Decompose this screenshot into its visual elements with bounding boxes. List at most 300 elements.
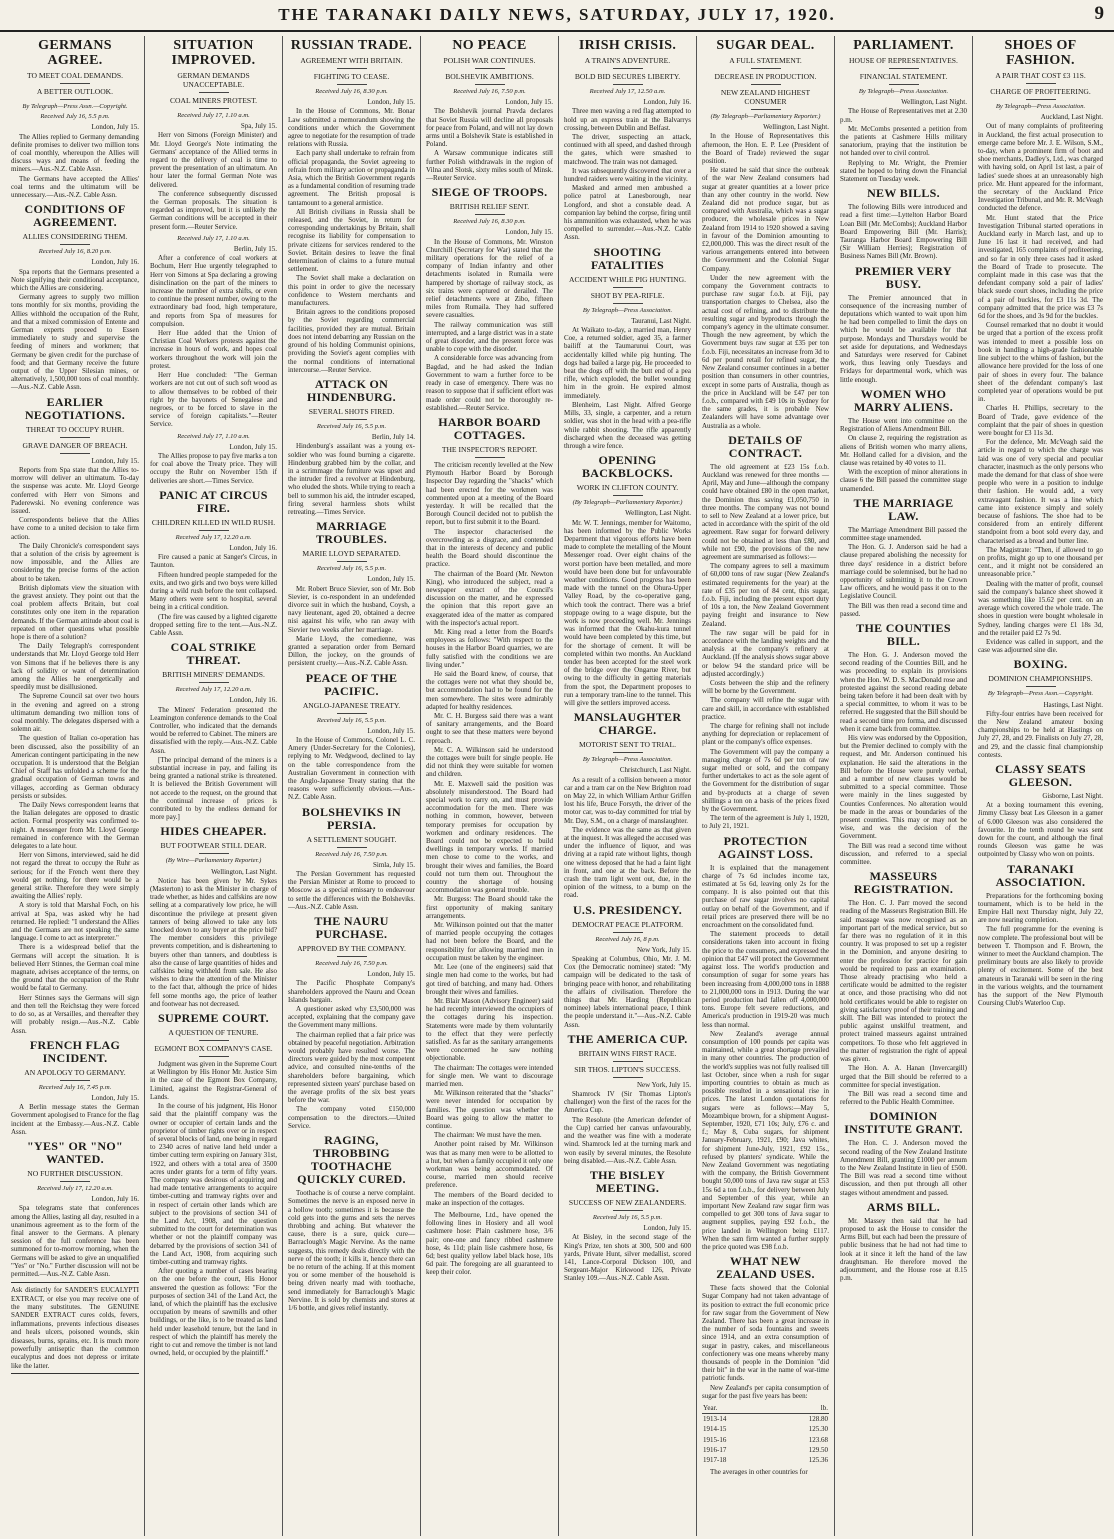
- article-paragraph: The chairman replied that a fair price was obtained by peaceful negotiation. Arbitration would probably have resulted worse. The directors were guided by the most competent advice, and consulted nine-tenths of the shareholders before bargaining, which represented sixteen years' purchase based on the average profits of the six best years before the war.: [288, 1030, 415, 1105]
- article: [426, 416, 553, 1207]
- article-paragraph: Mr. Blair Mason (Advisory Engineer) said he had recently interviewed the occupiers of the cottages during his inspection. Statements were made by them voluntarily to the effect that they were perfectly satisfied. As far as the sanitary arrangements were concerned he saw nothing objectionable.: [426, 996, 553, 1063]
- article-paragraph: Marie Lloyd, the comedienne, was granted a separation order from Bernard Dillon, the jockey, on the grounds of persistent cruelty.—Aus.-N.Z. Cable Assn.: [288, 634, 415, 668]
- article-paragraph: After a conference of coal workers at Bochum, Herr Hue urgently telegraphed to Herr von Simons at Spa declaring a growing disinclination on the part of the miners to increase the number of extra shifts, or even to continue the present number, owing to the extraordinary bad food, high temperature, and reports from Spa of measures for compulsion.: [150, 254, 277, 328]
- received-time: Received July 17, 12.20 a.m.: [175, 533, 252, 541]
- received-time: Received July 16, 5.5 p.m.: [316, 716, 387, 724]
- article-headline: SUPREME COURT.: [158, 1011, 269, 1026]
- article-subhead: A QUESTION OF TENURE.: [150, 1028, 277, 1041]
- article-footer: The averages in other countries for: [710, 1468, 808, 1477]
- dateline: London, July 16.: [229, 543, 277, 552]
- article-paragraph: The Marriage Amendment Bill passed the committee stage unamended.: [840, 525, 967, 542]
- article-subhead: BOLSHEVIK AMBITIONS.: [426, 72, 553, 85]
- article-paragraph: In the House of Commons, Colonel L. C. Amery (Under-Secretary for the Colonies), replying to Mr. Wedgwood, declined to lay on the table correspondence from the Australian Government in connection with the Anglo-Japanese Treaty stating that the reasons were sufficiently obvious.—Aus.-N.Z. Cable Assn.: [288, 735, 415, 802]
- dateline: Hastings, Last Night.: [1043, 700, 1103, 709]
- article-paragraph: Dealing with the matter of profit, counsel said the company's balance sheet showed it was something like 15.62 per cent. on an average which covered the whole trade. The shoes in question were bought wholesale in Sydney, landing charges were £1 18s 3d, and the retailer paid £2 7s 9d.: [978, 579, 1103, 637]
- article-paragraph: The chairman of the Board (Mr. Newton King), who introduced the subject, read a newspaper extract of the Council's discussion on the matter, and he expressed the opinion that this report gave an exaggerated idea of the matter as compared with the inspector's actual report.: [426, 569, 553, 627]
- article-paragraph: Britain agrees to the conditions proposed by the Soviet regarding commercial facilities, provided they are mutual. Britain does not intend debarring any Russian on the ground of his holding Communist opinions, providing the Soviet's agent complies with the normal conditions of international intercourse.—Reuter Service.: [288, 308, 415, 374]
- article-headline: MANSLAUGHTER CHARGE.: [573, 710, 682, 738]
- article-paragraph: Judgment was given in the Supreme Court at Wellington by His Honor Mr. Justice Sim in the case of the Egmont Box Company, Limited, against the Registrar-General of Lands.: [150, 1060, 277, 1101]
- article-paragraph: Herr Hue concluded: "The German workers are not cut out of such soft wood as to allow themselves to be robbed of their right by the bayonets of Senegalese and negroes, or to be forced to slave in the service of foreign capitalists."—Reuter Service.: [150, 371, 277, 429]
- article: [978, 38, 1103, 654]
- article-paragraph: Hindenburg's assailant was a young ex-soldier who was found burning a cigarette. Hindenburg grabbed him by the collar, and in a scrimmage the furniture was upset and the intruder fired a revolver at Hindenburg, who eluded the shots. While trying to reach a bell to summon his aid, the intruder escaped, firing several harmless shots whilst retreating.—Times Service.: [288, 442, 415, 516]
- article-paragraph: Counsel remarked that no doubt it would be urged that a portion of the excess profit was intended to meet a possible loss on book in handling a high-grade fashionable line subject to the whims of fashion, but the allowance here provided for the loss of one pair of shoes in every four. The balance sheet of the defendant company's last completed year of operations would be put in.: [978, 321, 1103, 404]
- article-headline: ARMS BILL.: [866, 1199, 940, 1214]
- article-headline: GERMANS AGREE.: [38, 38, 112, 68]
- article: [150, 235, 277, 429]
- article-headline: PARLIAMENT.: [853, 38, 954, 53]
- article: [150, 825, 277, 1008]
- table-header: Year.: [702, 1403, 771, 1414]
- article: [564, 1169, 691, 1283]
- received-time: Received July 16, 5.5 p.m.: [316, 422, 387, 430]
- table-row: [702, 1455, 829, 1465]
- article-paragraph: The Bill was read a second time and referred to the Public Health Committee.: [840, 1089, 967, 1107]
- article-headline: SITUATION IMPROVED.: [171, 38, 256, 68]
- table-cell: 123.68: [808, 1435, 828, 1444]
- article-paragraph: [The principal demand of the miners is a substantial increase in pay, and failing its being granted a national strike is threatened. It is believed the British Government will not accede to the request, on the ground that the continual increase of prices is contributed to by the endless demand for more pay.]: [150, 755, 277, 822]
- column-5: [558, 36, 696, 1536]
- article: [11, 38, 139, 199]
- article: [288, 672, 415, 802]
- received-time: Received July 16, 8 p.m.: [595, 935, 660, 943]
- article-paragraph: Reports from Spa state that the Allies to-morrow will deliver an ultimatum. To-day the suspense was acute. Mr. Lloyd George conferred with Herr von Simons and Paderewski. No evening conference was issued.: [11, 465, 139, 515]
- article: [702, 38, 829, 430]
- article: [840, 870, 967, 1106]
- dateline: Tauranui, Last Night.: [631, 316, 691, 325]
- column-4: [420, 36, 558, 1536]
- article-headline: U.S. PRESIDENCY.: [572, 902, 683, 917]
- article-headline: IRISH CRISIS.: [578, 38, 677, 53]
- article-paragraph: The statement proceeds to detail considerations taken into account in fixing the price to the consumers, and expressed the opinion that £47 will protect the Government against loss. The world's production and consumption of sugar for some years has been increasing from 4,000,000 tons in 1888 to 21,000,000 tons in 1913. During the war period production had fallen off 4,000,000 tons. Europe felt severe reductions, and America's production in 1919-20 was much less than normal.: [702, 930, 829, 1029]
- article: [564, 246, 691, 450]
- article-headline: TARANAKI ASSOCIATION.: [995, 861, 1086, 889]
- article-paragraph: Mr. Robert Bruce Sievier, son of Mr. Bob Sievier, is co-respondent in an undefended divorce suit in which the husband, Coysh, a navy lieutenant, aged 20, obtained a decree nisi against his wife, who ran away with Sievier two weeks after her marriage.: [288, 584, 415, 634]
- dateline: Simla, July 15.: [372, 860, 415, 869]
- article-paragraph: The Daily Telegraph's correspondent understands that Mr. Lloyd George told Herr von Simons that if he believes there is any lack of solidity or want of determination among the Allies he energetically and speedily must be disillusioned.: [11, 642, 139, 692]
- article-paragraph: In the House of Commons, Mr. Winston Churchill (Secretary for War) stated that the military operations for the relief of a company of Indian infantry and other detachments isolated in Rumaila were hampered by shortage of railway stock, as six trains were captured or derailed. The relief detachments were at Zibo, fifteen miles from Rumaila. They had suffered severe casualties.: [426, 237, 553, 320]
- article-paragraph: After quoting a number of cases bearing on the one before the court, His Honor answered the question as follows: "For the purposes of section 341 of the Land Act, the land, of which the plaintiff has the exclusive occupation by means of sawmills and other buildings, or the like, is to be treated as land held under leasehold tenure, but the land in respect of which the plaintiff has merely the right to cut and remove the timber is not land owned, held, or occupied by the plaintiff.": [150, 1267, 277, 1358]
- received-time: Received July 17, 12.50 a.m.: [589, 88, 666, 95]
- article-subhead: BRITISH RELIEF SENT.: [426, 202, 553, 215]
- article-paragraph: Fifty-four entries have been received for the New Zealand amateur boxing championships to be held at Hastings on July 27, 28, and 29. Finalists on July 27, 28, and 29, and the classic final championship contests.: [978, 709, 1103, 759]
- article-byline: (By Wire—Parliamentary Reporter.): [165, 857, 262, 865]
- article-paragraph: A Warsaw communique indicates still further Polish withdrawals in the region of Vilna and Slotsk, sixty miles south of Minsk.—Reuter Service.: [426, 149, 553, 183]
- masthead-title: THE TARANAKI DAILY NEWS, SATURDAY, JULY 17, 1920.: [278, 5, 836, 24]
- article-headline: DOMINION INSTITUTE GRANT.: [844, 1109, 963, 1137]
- article-paragraph: The Melbourne, Ltd., have opened the following lines in Hosiery and all wool cashmere hose: Plain cashmere hose, 3/6 pair; one-one and fancy ribbed cashmere hose, 4s 11d; plain lisle cashmere hose, 6s 6d; best quality yellow label black hose, 10s 6d pair. The foregoing are all guaranteed to keep their color.: [426, 1210, 553, 1277]
- article-paragraph: The Persian Government has requested the Persian Minister at Rome to proceed to Moscow as a special emissary to endeavour to settle the differences with the Bolsheviks.—Aus.-N.Z. Cable Assn.: [288, 870, 415, 911]
- dateline: Auckland, Last Night.: [1040, 113, 1103, 122]
- table-row: [702, 1424, 829, 1434]
- article-paragraph: Each party shall undertake to refrain from official propaganda, the Soviet agreeing to refrain from military action or propaganda in Asia, which the British Government regards as a fundamental condition of resuming trade agreement. The British proposal is tantamount to a general armistice.: [288, 149, 415, 207]
- article-headline: RAGING, THROBBING TOOTHACHE QUICKLY CURED.: [297, 1133, 406, 1187]
- table-row: [702, 1414, 829, 1425]
- consumption-table: [702, 1403, 829, 1465]
- article-subhead: CHILDREN KILLED IN WILD RUSH.: [150, 518, 277, 531]
- article-headline: NO PEACE: [452, 38, 527, 53]
- article-paragraph: The Allies replied to Germany demanding definite promises to deliver two million tons of coal monthly, whereupon the Allies will discuss ways and means of feeding the miners.—Aus.-N.Z. Cable Assn.: [11, 132, 139, 174]
- column-1: [6, 36, 144, 1536]
- article-paragraph: It was subsequently discovered that over a hundred raiders were waiting in the vicinity.: [564, 166, 691, 184]
- received-time: Received July 16, 8.30 p.m.: [315, 88, 388, 95]
- column-2: [144, 36, 282, 1536]
- article: [150, 433, 277, 485]
- article-paragraph: The charge for refining shall not include anything for depreciation or replacement of plant or the company's office expenses.: [702, 722, 829, 747]
- article-paragraph: Mr. McCombs presented a petition from the patients at Cashmere Hills military sanatorium, praying that the institution be not handed over to civil control.: [840, 124, 967, 158]
- article-paragraph: The term of the agreement is July 1, 1920, to July 21, 1921.: [702, 814, 829, 831]
- article-subhead: THREAT TO OCCUPY RUHR.: [11, 425, 139, 438]
- article-paragraph: The Hon. G. J. Anderson said he had a clause prepared abolishing the necessity for three days' residence in a district before marriage could be solemnised, but he had no opportunity of submitting it to the Crown Law officers, and he would pass it on to the Legislative Council.: [840, 543, 967, 601]
- dateline: London, July 15.: [91, 123, 139, 132]
- article-paragraph: Speaking at Columbus, Ohio, Mr. J. M. Cox (the Democratic nominee) stated: "My campaign will be dedicated to the task of bringing peace with honor, and rehabilitating the affairs of civilisation. Therefore the things that Mr. Harding (Republican nominee) labels international peace, I think the people understand it."—Aus.-N.Z. Cable Assn.: [564, 955, 691, 1029]
- article-headline: WHAT NEW ZEALAND USES.: [716, 1254, 815, 1282]
- article-paragraph: Blenheim, Last Night. Alfred George Mills, 33, single, a carpenter, and a return soldier, was shot in the head with a pea-rifle while rabbit shooting. The rifle apparently discharged when the deceased was getting through a wire fence.: [564, 400, 691, 450]
- article: [840, 38, 967, 183]
- dateline: London, July 16.: [91, 1195, 139, 1204]
- dateline: London, July 15.: [367, 970, 415, 979]
- article-subhead: THE INSPECTOR'S REPORT.: [426, 445, 553, 458]
- article: [288, 915, 415, 1130]
- article-paragraph: The company voted £150,000 compensation to the directors.—United Service.: [288, 1105, 415, 1130]
- article-paragraph: The Germans have accepted the Allies' coal terms and the ultimatum will be unnecessary.—Aus.-N.Z. Cable Assn.: [11, 174, 139, 200]
- article-paragraph: All British civilians in Russia shall be released, and the Soviet, in return for corresponding undertakings by Britain, shall recognise its liability for compensation to private citizens for services rendered to the Soviet. Britain desires to leave the final determination of claims to a future mutual settlement.: [288, 207, 415, 274]
- received-time: Received July 17, 12.20 a.m.: [175, 686, 252, 694]
- article-subhead: GERMAN DEMANDS UNACCEPTABLE.: [150, 71, 277, 93]
- article-subhead: ACCIDENT WHILE PIG HUNTING.: [564, 275, 691, 288]
- article-paragraph: On clause 2, requiring the registration as aliens of British women who marry aliens, Mr. Holland called for a division, and the clause was retained by 40 votes to 11.: [840, 434, 967, 467]
- article-subhead: HOUSE OF REPRESENTATIVES.: [840, 56, 967, 69]
- article-paragraph: His view was endorsed by the Opposition, but the Premier declined to comply with the request, and Mr. Anderson continued his explanation. He said the alterations in the Bill before the House were purely verbal, and a number of new clauses would be submitted to a special committee. Those were mainly in the lines suggested by Counties Conferences. No alteration would be made in the areas or boundaries of the present counties. This may or may not be wise, and was the decision of the Government.: [840, 733, 967, 841]
- article-paragraph: The driver, suspecting an attack, continued with all speed, and dashed through the gates, which were smashed to matchwood. The train was not damaged.: [564, 133, 691, 166]
- dateline: Berlin, July 15.: [233, 245, 277, 254]
- article-paragraph: Preparations for the forthcoming boxing tournament, which is to be held in the Empire Hall next Thursday night, July 22, are now nearing completion.: [978, 891, 1103, 925]
- article-subhead: FINANCIAL STATEMENT.: [840, 72, 967, 85]
- article-headline: SHOOTING FATALITIES: [590, 244, 665, 272]
- article-paragraph: Herr von Simons, interviewed, said he did not regard the threat to occupy the Ruhr as serious; for if the French went there they would get nothing, for there would be a general strike. Therefore they were simply awaiting the Allies' reply.: [11, 851, 139, 901]
- article-paragraph: Mr. Burgess: The Board should take the first opportunity of making sanitary arrangements.: [426, 895, 553, 920]
- article-paragraph: The old agreement at £23 15s f.o.b. Auckland was renewed for three months —April, May and June—although the company could have obtained £80 in the open market, the Dominion thus saving £1,050,750 in three months. The company was not bound to sell to New Zealand at a lower price, but acted in accordance with the spirit of the old agreement. Raw sugar for forward delivery could not be obtained at less than £80, and while not £90, the provisions of the new agreement are summarised as follows:—: [702, 462, 829, 561]
- newspaper-columns: [6, 36, 1108, 1536]
- article-headline: THE COUNTIES BILL.: [856, 620, 951, 648]
- article-paragraph: Under the new agreement with the company the Government contracts to purchase raw sugar f.o.b. at Fiji, pay transportation charges to Chelsea, also the actual cost of refining, and to distribute the resulting sugar and byproducts through the company's agency in the ultimate consumer. Though the new agreement, by which the Government buys raw sugar at £35 per ton f.o.b. Fiji, necessitates an increase from 3d to 6d per pound retail for refined sugar, the New Zealand consumer continues in a better position than consumers in other countries, except in some parts of Australia, though as the price in Auckland will be £47 per ton f.o.b., compared with £49 10s in Sydney for the same grades, it is probable New Zealanders will have some advantage over Australia as a whole.: [702, 273, 829, 430]
- article-subhead: BUT FOOTWEAR STILL DEAR.: [150, 841, 277, 854]
- article-paragraph: Costs between the ship and the refinery will be borne by the Government.: [702, 679, 829, 696]
- dateline: London, July 15.: [505, 98, 553, 107]
- article-subhead: DECREASE IN PRODUCTION.: [702, 72, 829, 85]
- article-headline: PROTECTION AGAINST LOSS.: [717, 833, 814, 861]
- article-paragraph: These facts showed that the Colonial Sugar Company had not taken advantage of its position to extract the full economic price for raw sugar from the Government of New Zealand. There has been a great increase in the number of soda fountains and sweets since 1914, and an extra consumption of sugar in pastry, cakes, and miscellaneous confectionery was one means whereby many thousands of people in the Dominion "did their bit" in the war in the name of war-time patriotic funds.: [702, 1284, 829, 1383]
- article-paragraph: The company agrees to sell a maximum of 60,000 tons of raw sugar (New Zealand's estimated requirements for the year) at the rate of £35 per ton of 84 cent, this sugar, f.o.b. Fiji, including the present export duty of 10s a ton, the New Zealand Government paying freight and insurance to New Zealand.: [702, 562, 829, 628]
- article-subhead: COAL MINERS PROTEST.: [150, 96, 277, 109]
- article-paragraph: The railway communication was still interrupted, and a large district was in a state of great disorder, and the present force was unable to cope with the disorder.: [426, 320, 553, 354]
- article-paragraph: The House went into committee on the Registration of Aliens Amendment Bill.: [840, 416, 967, 434]
- dateline: London, July 16.: [91, 258, 139, 267]
- article: [11, 1039, 139, 1136]
- table-cell: 128.80: [808, 1415, 828, 1424]
- article-headline: SHOES OF FASHION.: [1004, 38, 1077, 68]
- article-subhead: ALLIES CONSIDERING THEM.: [11, 232, 139, 245]
- article-byline: By Telegraph—Press Association.: [582, 756, 673, 764]
- received-time: Received July 17, 12.20 a.m.: [37, 1184, 113, 1192]
- article-paragraph: Mr. Lee (one of the engineers) said that single men had come to the works, but had got tired of batching, and many had. Others brought their wives and families.: [426, 963, 553, 996]
- article: [564, 1033, 691, 1165]
- article-paragraph: Correspondents believe that the Allies have come to a united decision to take firm action.: [11, 516, 139, 541]
- article-headline: MARRIAGE TROUBLES.: [315, 519, 388, 547]
- article-subhead: NEW ZEALAND HIGHEST CONSUMER: [702, 88, 829, 110]
- article-paragraph: British diplomats view the situation with the gravest anxiety. They point out that the coal problem affects Britain, but coal constitutes only one item in the reparation demands. If the German attitude about coal is repeated on other questions what possible hope is there of a solution?: [11, 583, 139, 641]
- article-byline: By Telegraph—Press Association.: [582, 306, 673, 314]
- dateline: Wellington, Last Night.: [211, 867, 277, 876]
- article-byline: By Telegraph—Press Association.: [858, 88, 949, 95]
- article-paragraph: New Zealand's per capita consumption of sugar for the past five years has been:: [702, 1383, 829, 1400]
- column-8: [972, 36, 1108, 1536]
- article-subhead: GRAVE DANGER OF BREACH.: [11, 441, 139, 454]
- received-time: Received July 16, 7.50 p.m.: [315, 850, 388, 858]
- dateline: London, July 15.: [367, 575, 415, 584]
- dateline: London, July 16.: [229, 696, 277, 705]
- article-paragraph: The inspector characterised the overcrowding as a disgrace, and contended that in the interests of decency and public health the Board should discontinue the practice.: [426, 527, 553, 569]
- article-headline: FRENCH FLAG INCIDENT.: [29, 1037, 121, 1065]
- article-headline: THE NAURU PURCHASE.: [314, 914, 389, 942]
- article-headline: EARLIER NEGOTIATIONS.: [24, 394, 126, 422]
- dateline: London, July 16.: [643, 98, 691, 107]
- article-paragraph: The Daily Chronicle's correspondent says that a solution of the crisis by agreement is now impossible, and the Allies are considering the precise forms of the action about to be taken.: [11, 541, 139, 583]
- article: [840, 497, 967, 618]
- dateline: New York, July 15.: [636, 945, 691, 954]
- dateline: Wellington, Last Night.: [763, 123, 829, 132]
- article-paragraph: Mr. E. Maxwell said the position was absolutely misunderstood. The Board had special work to carry on, and must provide accommodation for the men. There was nothing in common, however, between temporary premises for occupation by workmen and ordinary residences. The Board could not be expected to build dwellings in temporary works. If married men chose to come to the works, and brought their wives and families, the Board could not turn them out. Throughout the country the shortage of housing accommodation was general trouble.: [426, 779, 553, 895]
- article-paragraph: A considerable force was advancing from Bagdad, and he had asked the Indian Government to warn a further force to be ready in case of emergency. There was no reason to suppose that if sufficient effort was made order could not be thoroughly re-established.—Reuter Service.: [426, 354, 553, 412]
- article-paragraph: A story is told that Marshal Foch, on his arrival at Spa, was asked why he had returned. He replied: "I understand the Allies and the Germans are not speaking the same language. I come to act as interpreter.": [11, 901, 139, 943]
- article-subhead: A FULL STATEMENT.: [702, 56, 829, 69]
- article-headline: THE AMERICA CUP.: [567, 1031, 688, 1046]
- table-cell: 1913-14: [703, 1415, 727, 1424]
- column-7: [834, 36, 972, 1536]
- article-paragraph: At Bisley, in the second stage of the King's Prize, ten shots at 300, 500 and 600 yards, Private Hunt, silver medallist, scored 141, Lance-Corporal Dickson 100, and Sergeant-Major Kirkwood 126, Private Stanley 109.—Aus.-N.Z. Cable Assn.: [564, 1233, 691, 1283]
- article-paragraph: The Allies propose to pay five marks a ton for coal above the Treaty price. They will occupy the Ruhr on November 15th if deliveries are short.—Times Service.: [150, 451, 277, 485]
- article: [288, 806, 415, 911]
- article-paragraph: Toothache is of course a nerve complaint. Sometimes the nerve is an exposed nerve in a hollow tooth; sometimes it is because the cold gets into the gums and sets the nerves throbbing and aching. But whatever the cause, there is a sure, quick cure—Barraclough's Magic Nervine. As the name suggests, this remedy deals directly with the nerve of the tooth; it kills it, hence there can be no return of the aching. If at this moment you or some member of the household is being driven nearly mad with toothache, send immediately for Barraclough's Magic Nervine. It is sold by chemists and stores at 1/6 bottle, and gives relief instantly.: [288, 1189, 415, 1312]
- table-header: lb.: [771, 1403, 829, 1414]
- article-byline: By Telegraph—Press Association.: [995, 103, 1086, 110]
- article: [288, 38, 415, 374]
- article: [564, 904, 691, 1029]
- article-paragraph: Mr. C. A. Wilkinson said he understood the cottages were built for single people. He did not think they were suitable for women and children.: [426, 745, 553, 779]
- advertisement: Ask distinctly for SANDER'S EUCALYPTI EXTRACT, or else you may receive one of the many substitutes. The GENUINE SANDER EXTRACT cures colds, fevers, inflammations, prevents infectious diseases and heals ulcers, poisoned wounds, skin diseases, burns, sprains, etc. It is much more powerfully antiseptic than the common eucalyptus and does not depress or irritate like the latter.: [11, 1282, 139, 1374]
- article-subhead: A TRAIN'S ADVENTURE.: [564, 56, 691, 69]
- article-byline: (By Telegraph—Parliamentary Reporter.): [710, 113, 821, 120]
- table-cell: 125.36: [808, 1456, 828, 1465]
- article-paragraph: The Hon. G. J. Anderson moved the second reading of the Counties Bill, and he was proceeding to explain its provisions when the Hon. W. D. S. MacDonald rose and protested against the second reading debate being taken before it had been dealt with by a special committee, to whom it was to be referred. He suggested that the Bill should be read a second time pro forma, and discussed when it came back from committee.: [840, 650, 967, 733]
- article: [978, 863, 1103, 1008]
- article: [702, 1255, 829, 1476]
- article-headline: BOXING.: [1013, 657, 1068, 672]
- article: [150, 641, 277, 821]
- article-paragraph: As a result of a collision between a motor car and a tram car on the New Brighton road on May 22, in which William Arthur Griffen lost his life, Bruce Forsyth, the driver of the motor car, was to-day committed for trial by Mr. Day, S.M., on a charge of manslaughter.: [564, 775, 691, 825]
- article-headline: "YES" OR "NO" WANTED.: [27, 1138, 123, 1166]
- page-number: 9: [1094, 3, 1104, 24]
- article: [978, 658, 1103, 759]
- article-paragraph: The Government will pay the company a managing charge of 7s 6d per ton of raw sugar melted or sold, and the company further undertakes to act as the sole agent of the Government for the distribution of sugar and by-products at a charge of seven shillings a ton on a basis of the prices fixed by the Government.: [702, 747, 829, 814]
- article-paragraph: The chairman: We must have the men.: [434, 1131, 542, 1140]
- received-time: Received July 17, 1.10 a.m.: [177, 112, 250, 119]
- article-byline: By Telegraph—Press Assn.—Copyright.: [22, 103, 128, 110]
- article-paragraph: The Premier announced that in consequence of the increasing number of deputations which wanted to wait upon him he had been compelled to limit the days on which he would be available for that purpose. Mondays and Thursdays would be set aside for deputations, and Wednesdays and Saturdays were reserved for Cabinet work, thus leaving only Tuesdays and Fridays for departmental work, which was little enough.: [840, 293, 967, 384]
- article: [702, 835, 829, 1252]
- article: [840, 1201, 967, 1283]
- table-cell: 125.30: [808, 1425, 828, 1434]
- article-paragraph: The evidence was the same as that given at the inquest. It was alleged the accused was under the influence of liquor, and was driving at a rapid rate without lights, though one witness deposed that he had a faint light in front, and one at the back. Before the crash the tram light went out, due, in the opinion of the witness, to a bump on the road.: [564, 825, 691, 900]
- article-paragraph: Herr von Simons (Foreign Minister) and Mr. Lloyd George's Note intimating the Germans' acceptance of the Allied terms in regard to the delivery of coal is time to prevent the presentation of an ultimatum. An hour later the formal German Note was delivered.: [150, 131, 277, 189]
- article-subhead: WORK IN CLIFTON COUNTY.: [564, 483, 691, 496]
- article-paragraph: The Hon. C. J. Anderson moved the second reading of the New Zealand Institute Amendment Bill, granting £1000 per annum to the New Zealand Institute in lieu of £500. The Bill was read a second time without discussion, and then put through all other stages without amendment and passed.: [840, 1139, 967, 1197]
- article: [840, 388, 967, 493]
- article-paragraph: Herr Stinnes says the Germans will sign and then tell the Reichstag they were forced to do so, as at Versailles, and thereafter they will probably resign.—Aus.-N.Z. Cable Assn.: [11, 993, 139, 1035]
- article-subhead: MOTORIST SENT TO TRIAL.: [564, 740, 691, 753]
- dateline: London, July 15.: [643, 1224, 691, 1233]
- article-paragraph: The Bill was read a second time without discussion, and referred to a special committee.: [840, 841, 967, 867]
- article-paragraph: Replying to Mr. Wright, the Premier stated he hoped to bring down the Financial Statement on Tuesday week.: [840, 158, 967, 184]
- table-cell: 1917-18: [703, 1456, 727, 1465]
- article-subhead: A PAIR THAT COST £3 11S.: [978, 71, 1103, 84]
- article-subhead: A SETTLEMENT SOUGHT.: [288, 835, 415, 848]
- table-cell: 1915-16: [703, 1435, 727, 1444]
- article: [978, 763, 1103, 859]
- received-time: Received July 16, 5.5 p.m.: [40, 113, 110, 121]
- article-paragraph: Spa telegrams state that conferences among the Allies, lasting all day, resulted in a unanimous agreement as to the form of the final answer to the Germans. A plenary session of the full conference has been summoned for to-morrow morning, when the Germans will be asked to give an unqualified "Yes" or "No." Further discussion will not be permitted.—Aus.-N.Z. Cable Assn.: [11, 1204, 139, 1278]
- article-paragraph: New Zealand's average annual consumption of 100 pounds per capita was maintained, while a great shortage prevailed in many other countries. The production of the world's supplies was not fully realised till last October, since when a rush for sugar importing countries to obtain as much as possible resulted in a sensational rise in prices. The latest London quotations for sugars were as follows:—May 5, Mozambique brown, for a shipment August-September, 1920, £71 10s; July, £76 c. and f.; May 8, Cuba sugars, for shipment January-February, 1921, £90; Java whites, for shipment June-July, 1921, £92 15s., refused by planters' syndicate. While the New Zealand Government was negotiating with the company, the British Government bought 50,000 tons of Java raw sugar at £53 15s 6d a ton f.o.b., for delivery between July and September of this year, while an important New Zealand raw sugar firm was compelled to get 300 tons of Java sugar to augment supplies, paying £92 f.o.b., the price landed in Wellington being £117. When the sam firm wanted a further supply the price quoted was £98 f.o.b.: [702, 1029, 829, 1251]
- article-paragraph: (The fire was caused by a lighted cigarette dropped setting fire to the tent.—Aus.-N.Z. Cable Assn.: [150, 612, 277, 637]
- article-subhead: TO MEET COAL DEMANDS.: [11, 71, 139, 84]
- article-headline: WOMEN WHO MARRY ALIENS.: [853, 386, 954, 414]
- article-subhead: AGREEMENT WITH BRITAIN.: [288, 56, 415, 69]
- article-paragraph: The following Bills were introduced and read a first time:—Lyttelton Harbor Board Loan Bill (Mr. McCombs); Auckland Harbor Board Empowering Bill (Mr. Harris); Tauranga Harbor Board Empowering Bill (Sir William Herries); Registration of Business Names Bill (Mr. Brown).: [840, 203, 967, 261]
- article: [840, 187, 967, 260]
- dateline: London, July 15.: [229, 442, 277, 451]
- article-subhead: NO FURTHER DISCUSSION.: [11, 1169, 139, 1182]
- table-cell: 1916-17: [703, 1445, 727, 1454]
- article-byline: (By Telegraph—Parliamentary Reporter.): [572, 499, 683, 507]
- article-subhead: DOMINION CHAMPIONSHIPS.: [978, 674, 1103, 687]
- article-headline: MASSEURS REGISTRATION.: [853, 869, 954, 897]
- article-paragraph: Notice has been given by Mr. Sykes (Masterton) to ask the Minister in charge of trade whether, as hides and calfskins are now selling at a comparatively low price, he will discontinue the privilege at present given tanners of being allowed to take any lots knocked down to any buyer at the price bid? The member considers this privilege prevents competition, and is disheartening to buyers other than tanners, and doubtless is also the cause of large quantities of hides and calfskins being withheld from sale. He also wishes to draw the attention of the Minister to the fact that, although the price of hides fell some months ago, the price of leather and footwear has not decreased.: [150, 876, 277, 1008]
- article-subhead: ANGLO-JAPANESE TREATY.: [288, 701, 415, 714]
- article-paragraph: The Miners' Federation presented the Leamington conference demands to the Coal Controller, who indicated that the demands would be referred to Cabinet. The miners are dissatisfied with the reply.—Aus.-N.Z. Cable Assn.: [150, 705, 277, 755]
- article: [426, 186, 553, 412]
- article-paragraph: The raw sugar will be paid for in accordance with the landing weights and the analysis at the company's refinery at Auckland. (If the analysis shows sugar above or below 94 the standard price will be adjusted accordingly.): [702, 628, 829, 678]
- article-paragraph: Mr. W. T. Jennings, member for Waitomo, has been informed by the Public Works Department that vigorous efforts have been made to complete the metalling of the Mount Messenger road. Over eight chains of the worst portion have been metalled, and more would have been done but for unfavourable weather conditions. Good progress has been made with the tunnel on the Ohura-Upper Valley Road, by the co-operative gang, which took the contract. There was a brief stoppage owing to a wage dispute, but the work is now proceeding well. Mr. Jennings was informed that the Okahu-kura tunnel would have been completed by this time, but for the shortage of cement. It will be completed within two months. An Auckland tender has been accepted for the steel work of the bridge over the Ongarue River, but owing to the difficulty in getting materials from the spot, the Department proposes to run a temporary tram-line to the tunnel. This will give the settlers improved access.: [564, 518, 691, 707]
- article-paragraph: Shamrock IV (Sir Thomas Lipton's challenger) won the first of the races for the America Cup.: [564, 1090, 691, 1115]
- article: [11, 203, 139, 391]
- article-paragraph: The Supreme Council sat over two hours in the evening and agreed on a strong ultimatum demanding two million tons of coal monthly. The delegates dispersed with a solemn air.: [11, 692, 139, 734]
- article-paragraph: The Magistrate: "Then, if allowed to go on profits, might go up to one thousand per cent., and it might not be considered an unreasonable price.": [978, 545, 1103, 579]
- article-paragraph: In the course of his judgment, His Honor said that the plaintiff company was the owner or occupier of certain lands and the proprietor of timber rights over or in respect of several blocks of land, one being in regard to 2340 acres of native land held under a timber cutting term expiring on January 31st, 1922, and others with a total area of 3500 acres under grants for a term of fifty years. The company was desirous of acquiring and had made tentative arrangements to acquire timber-cutting and tramway rights over and in respect of certain other lands which are subject to the provisions of section 341 of the Land Act, 1908, and the question submitted to the court for determination was whether or not the plaintiff company was debarred by the provisions of section 341 of the Land Act, 1908, from acquiring such timber-cutting and tramway rights.: [150, 1102, 277, 1266]
- dateline: London, July 15.: [505, 228, 553, 237]
- article-subhead: BOLD BID SECURES LIBERTY.: [564, 72, 691, 85]
- article: [426, 1211, 553, 1277]
- table-cell: 1914-15: [703, 1425, 727, 1434]
- article-paragraph: The Bill was then read a second time and passed.: [840, 601, 967, 618]
- article-paragraph: There is a widespread belief that the Germans will accept the situation. It is believed Herr Stinnes, the German coal mine magnate, advises acceptance of the terms, on the ground that the occupation of the Ruhr would be fatal to Germany.: [11, 943, 139, 993]
- article-subhead: SUCCESS OF NEW ZEALANDERS.: [564, 1198, 691, 1211]
- table-row: [702, 1445, 829, 1455]
- article-paragraph: For the defence, Mr. McVeagh said the article in regard to which the charge was laid was one of very special and peculiar character, inasmuch as the only persons who made the demand for that class of shoe were people who were in a position to indulge their fashion. He would add, a very extravagant fashion. It was a line which came into existence simply and solely because of fashions. The shoe had to be considered from an entirely different standpoint from a boot sold every day, and characterised as a bread and butter line.: [978, 438, 1103, 545]
- article-paragraph: A Berlin message states the German Government apologised to France for the flag incident at the Embassy.—Aus.-N.Z. Cable Assn.: [11, 1103, 139, 1136]
- column-6: [696, 36, 834, 1536]
- article-paragraph: The Pacific Phosphate Company's shareholders approved the Nauru and Ocean Islands bargain.: [288, 979, 415, 1004]
- article-paragraph: Mr. Wilkinson reiterated that the "shacks" were never intended for occupation by families. The question was whether the Board was going to allow the matter to continue.: [426, 1089, 553, 1130]
- received-time: Received July 16, 7.50 p.m.: [315, 960, 388, 968]
- article: [564, 711, 691, 899]
- article-paragraph: It is explained that the management charge of 7s 6d includes income tax, estimated at 5s 6d, leaving only 2s for the company. It is also pointed out that this purchase of raw sugar involves no capital outlay on behalf of the Government, and if retail prices are preserved there will be no encroachment on the consolidated fund.: [702, 863, 829, 930]
- article-headline: PREMIER VERY BUSY.: [855, 263, 952, 291]
- article-subhead: BRITISH MINERS' DEMANDS.: [150, 670, 277, 683]
- column-3: [282, 36, 420, 1536]
- received-time: Received July 16, 5.5 p.m.: [592, 1213, 663, 1221]
- article-headline: PANIC AT CIRCUS FIRE.: [159, 487, 268, 515]
- article: [840, 622, 967, 866]
- article: [840, 1110, 967, 1196]
- dateline: Wellington, Last Night.: [625, 509, 691, 518]
- article-paragraph: With the exception of minor alterations in clause 6 the Bill passed the committee stage unamended.: [840, 468, 967, 493]
- article-paragraph: In the House of Commons, Mr. Bonar Law submitted a memorandum showing the conditions under which the Government agree to negotiate for the resumption of trade relations with Russia.: [288, 107, 415, 149]
- article-headline: OPENING BACKBLOCKS.: [582, 453, 673, 481]
- received-time: Received July 16, 5.5 p.m.: [316, 565, 387, 573]
- received-time: Received July 16, 7.50 p.m.: [453, 88, 526, 95]
- article-paragraph: The Soviet shall make a declaration on this point in order to give the necessary confidence to Western merchants and manufacturers.: [288, 274, 415, 308]
- article-paragraph: Fifteen hundred people stampeded for the exits, and two girls and two boys were killed during a wild rush before the tent collapsed. Many others were sent to hospital, several being in a critical condition.: [150, 570, 277, 612]
- article-headline: DETAILS OF CONTRACT.: [728, 432, 803, 460]
- article-paragraph: Mr. C. H. Burgess said there was a want of sanitary arrangements, and the Board ought to see that these matters were beyond reproach.: [426, 712, 553, 745]
- dateline: London, July 15.: [367, 726, 415, 735]
- article-subhead: APPROVED BY THE COMPANY.: [288, 944, 415, 957]
- article-headline: SUGAR DEAL.: [716, 38, 815, 53]
- masthead: [0, 0, 1114, 32]
- article-subhead: FIGHTING TO CEASE.: [288, 72, 415, 85]
- article-paragraph: The conference subsequently discussed the German proposals. The situation is regarded as improved, but it is unlikely the German conditions will be accepted in their present form.—Reuter Service.: [150, 189, 277, 231]
- dateline: New York, July 15.: [636, 1080, 691, 1089]
- article-paragraph: The House of Representatives met at 2.30 p.m.: [840, 107, 967, 124]
- table-cell: 129.50: [808, 1445, 828, 1454]
- article-paragraph: Three men waving a red flag attempted to hold up an express train at the Balvarrys crossing, between Dublin and Belfast.: [564, 107, 691, 132]
- article-paragraph: The Hon. A. A. Hanan (Invercargill) urged that the Bill should be referred to a committee for special investigation.: [840, 1064, 967, 1089]
- article-paragraph: He stated he said that since the outbreak of the war New Zealand consumers had sugar at greater quantities at a lower price than any other country in the world. New Zealand did not produce sugar, but as compared with Australia, which was a sugar producer, the wholesale prices in New Zealand from 1914 to 1920 showed a saving in favour of the Dominion amounting to £2,000,000. This was the direct result of the various arrangements entered into between the Government and the Colonial Sugar Company.: [702, 166, 829, 273]
- article-headline: THE MARRIAGE LAW.: [853, 495, 954, 523]
- article-subhead: SIR THOS. LIPTON'S SUCCESS.: [564, 1065, 691, 1078]
- received-time: Received July 16, 7.45 p.m.: [38, 1083, 112, 1091]
- article-paragraph: The chairman: The cottages were intended for single men. We want to discourage married men.: [426, 1063, 554, 1088]
- dateline: Wellington, Last Night.: [901, 98, 967, 107]
- article-paragraph: Mr. Massey then said that he had proposed to ask the House to consider the Arms Bill, but each had been the pressure of public business that he had not had time to look at it since it left the hand of the law draughtsman. He therefore moved the adjournment, and the House rose at 8.15 p.m.: [840, 1216, 967, 1283]
- article-headline: BOLSHEVIKS IN PERSIA.: [302, 804, 401, 832]
- received-time: Received July 16, 8.20 p.m.: [38, 248, 112, 256]
- article-subhead: MARIE LLOYD SEPARATED.: [288, 549, 415, 562]
- article-paragraph: The Hon. C. J. Parr moved the second reading of the Masseurs Registration Bill. He said massage was now recognised as an important part of the medical service, but so far there was no regulation of it in this country. It was proposed to set up a register in the Dominion, and anyone desiring to enter the profession for practice for gain would be required to pass an examination. Those already practising who held a certificate would be admitted to the register at once, and those practising who did not hold certificates would be able to register on giving satisfactory proof of their training and skill. The Bill was intended to protect the public against unskilful treatment, and protect trained masseurs against untrained competitors. To those who felt aggrieved in the matter of registration the right of appeal was given.: [840, 899, 967, 1064]
- received-time: Received July 17, 1.10 a.m.: [177, 432, 250, 440]
- dateline: Christchurch, Last Night.: [619, 766, 691, 775]
- article-paragraph: Mr. King read a letter from the Board's employees as follows: "With respect to the houses in the Harbor Board quarries, we are fully satisfied with the conditions we are living under.": [426, 627, 553, 669]
- article-paragraph: Charles H. Phillips, secretary to the Board of Trade, gave evidence of the complaint that the pair of shoes in question were bought for £3 11s 3d.: [978, 404, 1103, 437]
- article: [702, 434, 829, 831]
- article-paragraph: The members of the Board decided to make an inspection of the cottages.: [426, 1190, 553, 1207]
- dateline: Spa, July 15.: [240, 122, 277, 131]
- article-paragraph: A questioner asked why £3,500,000 was accepted, explaining that the company gave the Government many millions.: [288, 1005, 415, 1030]
- received-time: Received July 17, 1.10 a.m.: [177, 234, 250, 242]
- article-headline: CONDITIONS OF AGREEMENT.: [24, 202, 126, 230]
- article-subhead: A BETTER OUTLOOK.: [11, 87, 139, 100]
- article: [288, 520, 415, 667]
- article-headline: PEACE OF THE PACIFIC.: [305, 670, 398, 698]
